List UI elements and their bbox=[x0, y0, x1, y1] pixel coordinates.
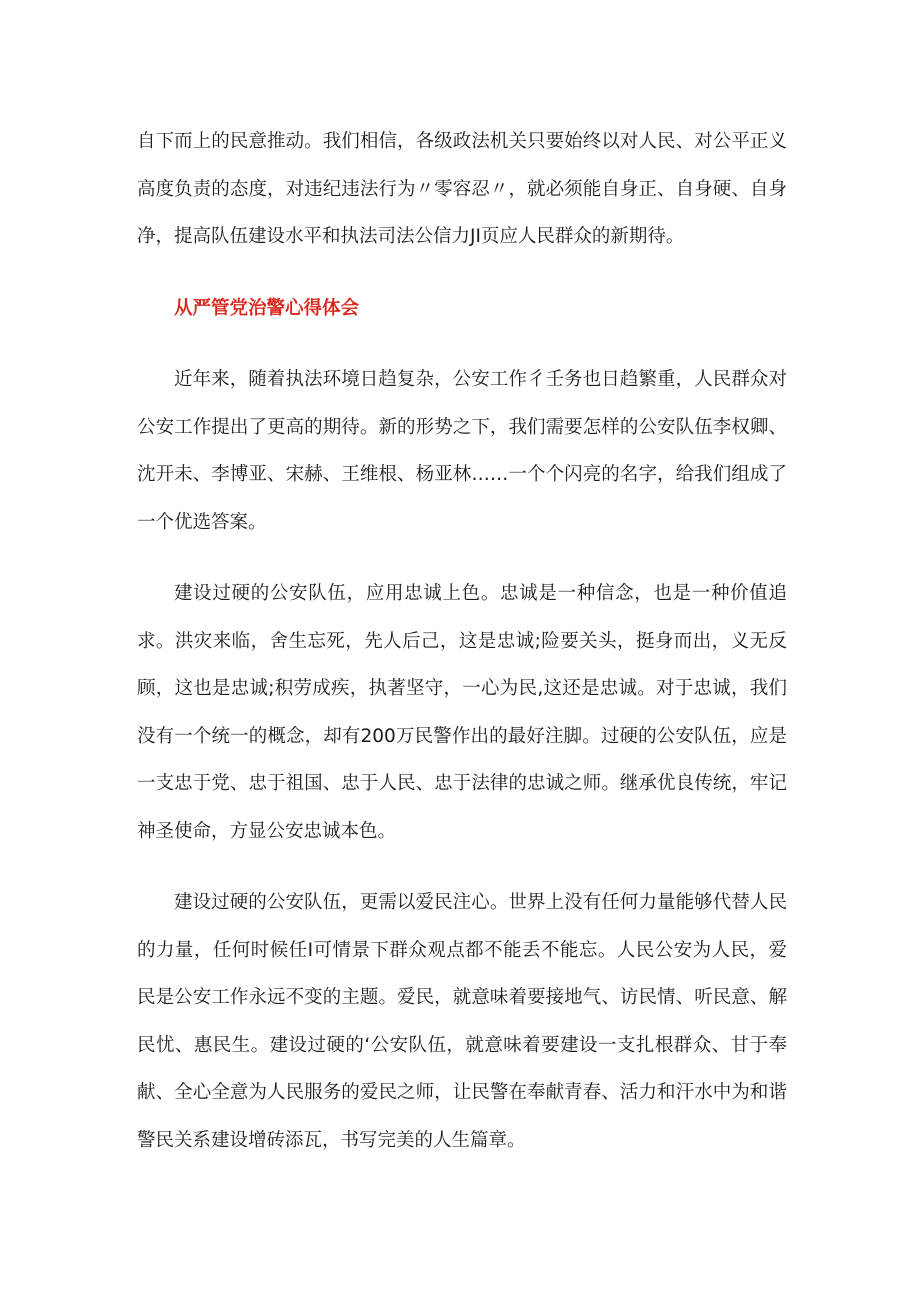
paragraph-2: 建设过硬的公安队伍，应用忠诚上色。忠诚是一种信念，也是一种价值追求。洪灾来临，舍生忘死，先人后己，这是忠诚;险要关头，挺身而出，义无反顾，这也是忠诚;积劳成疾，执著坚守，一心为民,这还是忠诚。对于忠诚，我们没有一个统一的概念，却有200万民警作出的最好注脚。过硬的公安队伍，应是一支忠于党、忠于祖国、忠于人民、忠于法律的忠诚之师。继承优良传统，牢记神圣使命，方显公安忠诚本色。 bbox=[137, 583, 787, 842]
paragraph-intro-tail: 自下而上的民意推动。我们相信，各级政法机关只要始终以对人民、对公平正义高度负责的态度，对违纪违法行为〃零容忍〃，就必须能自身正、自身硬、自身净，提高队伍建设水平和执法司法公信力JI页应人民群众的新期待。 bbox=[137, 131, 787, 247]
section-title: 从严管党治警心得体会 bbox=[174, 297, 360, 319]
paragraph-3: 建设过硬的公安队伍，更需以爱民注心。世界上没有任何力量能够代替人民的力量，任何时候任I可情景下群众观点都不能丢不能忘。人民公安为人民，爱民是公安工作永远不变的主题。爱民，就意味着要接地气、访民情、听民意、解民忧、惠民生。建设过硬的‘公安队伍，就意味着要建设一支扎根群众、甘于奉献、全心全意为人民服务的爱民之师，让民警在奉献青春、活力和汗水中为和谐警民关系建设增砖添瓦，书写完美的人生篇章。 bbox=[137, 892, 787, 1151]
document-page bbox=[137, 118, 787, 1164]
paragraph-1: 近年来，随着执法环境日趋复杂，公安工作彳壬务也日趋繁重，人民群众对公安工作提出了更高的期待。新的形势之下，我们需要怎样的公安队伍李权卿、沈开未、李博亚、宋赫、王维根、杨亚林……一个个闪亮的名字，给我们组成了一个优选答案。 bbox=[137, 369, 787, 533]
